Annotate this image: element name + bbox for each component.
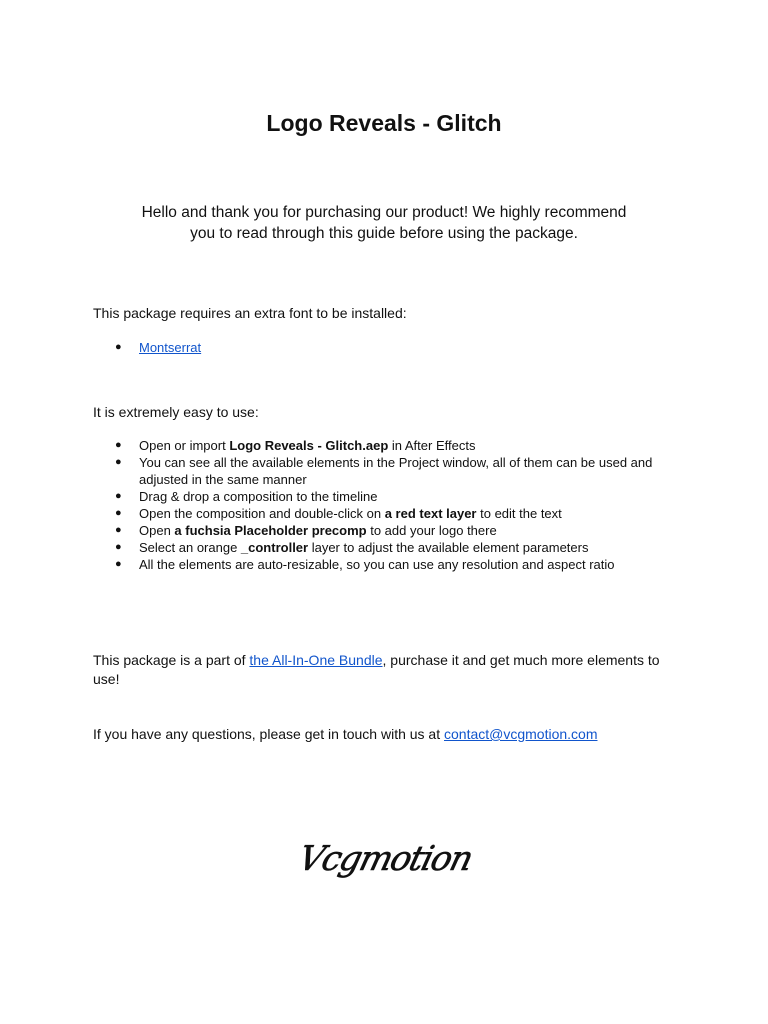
bullet-icon: ●	[115, 541, 122, 553]
page-title: Logo Reveals - Glitch	[266, 110, 502, 136]
intro-line-2: you to read through this guide before using the package.	[190, 225, 578, 242]
font-requirement-heading: This package requires an extra font to be installed:	[93, 305, 407, 321]
item-text: Select an orange	[139, 540, 241, 555]
intro-line-1: Hello and thank you for purchasing our product! We highly recommend	[141, 204, 627, 221]
list-item	[93, 454, 679, 488]
item-text: layer to adjust the available element parameters	[308, 540, 589, 555]
item-text: Open or import	[139, 438, 230, 453]
signature-logo-icon	[0, 828, 768, 898]
svg-text:Vcgmotion: Vcgmotion	[294, 839, 476, 879]
bullet-icon: ●	[115, 524, 122, 536]
bullet-icon: ●	[115, 490, 122, 502]
montserrat-link[interactable]: Montserrat	[139, 340, 202, 355]
list-item	[93, 539, 679, 556]
bullet-icon: ●	[115, 439, 122, 451]
item-bold-text: a red text layer	[384, 506, 477, 521]
usage-list	[93, 437, 679, 573]
item-text: in After Effects	[388, 438, 476, 453]
item-bold-text: Logo Reveals - Glitch.aep	[229, 438, 389, 453]
item-text: Drag & drop a composition to the timeline	[139, 489, 378, 504]
item-text: to add your logo there	[366, 523, 497, 538]
intro-paragraph	[92, 202, 676, 244]
list-item	[93, 339, 679, 356]
contact-paragraph	[93, 725, 693, 744]
font-list	[93, 339, 679, 356]
item-text: to edit the text	[476, 506, 562, 521]
bundle-text: , purchase it and get much more elements to use!	[93, 652, 660, 687]
bullet-icon: ●	[115, 341, 122, 353]
bundle-paragraph	[93, 651, 673, 689]
bundle-link[interactable]: the All-In-One Bundle	[249, 652, 383, 668]
list-item	[93, 522, 679, 539]
list-item	[93, 437, 679, 454]
item-text: You can see all the available elements in the Project window, all of them can be used and adjusted in the same manner	[139, 455, 653, 487]
bullet-icon: ●	[115, 558, 122, 570]
usage-heading: It is extremely easy to use:	[93, 404, 259, 420]
item-bold-text: a fuchsia Placeholder precomp	[174, 523, 367, 538]
contact-text: If you have any questions, please get in touch with us at	[93, 726, 444, 742]
list-item	[93, 505, 679, 522]
vcgmotion-logo	[0, 828, 768, 898]
bundle-text: This package is a part of	[93, 652, 250, 668]
item-text: Open the composition and double-click on	[139, 506, 385, 521]
contact-email-link[interactable]: contact@vcgmotion.com	[444, 726, 598, 742]
item-text: Open	[139, 523, 175, 538]
item-bold-text: _controller	[240, 540, 309, 555]
list-item	[93, 488, 679, 505]
bullet-icon: ●	[115, 456, 122, 468]
item-text: All the elements are auto-resizable, so you can use any resolution and aspect ratio	[139, 557, 615, 572]
bullet-icon: ●	[115, 507, 122, 519]
list-item	[93, 556, 679, 573]
